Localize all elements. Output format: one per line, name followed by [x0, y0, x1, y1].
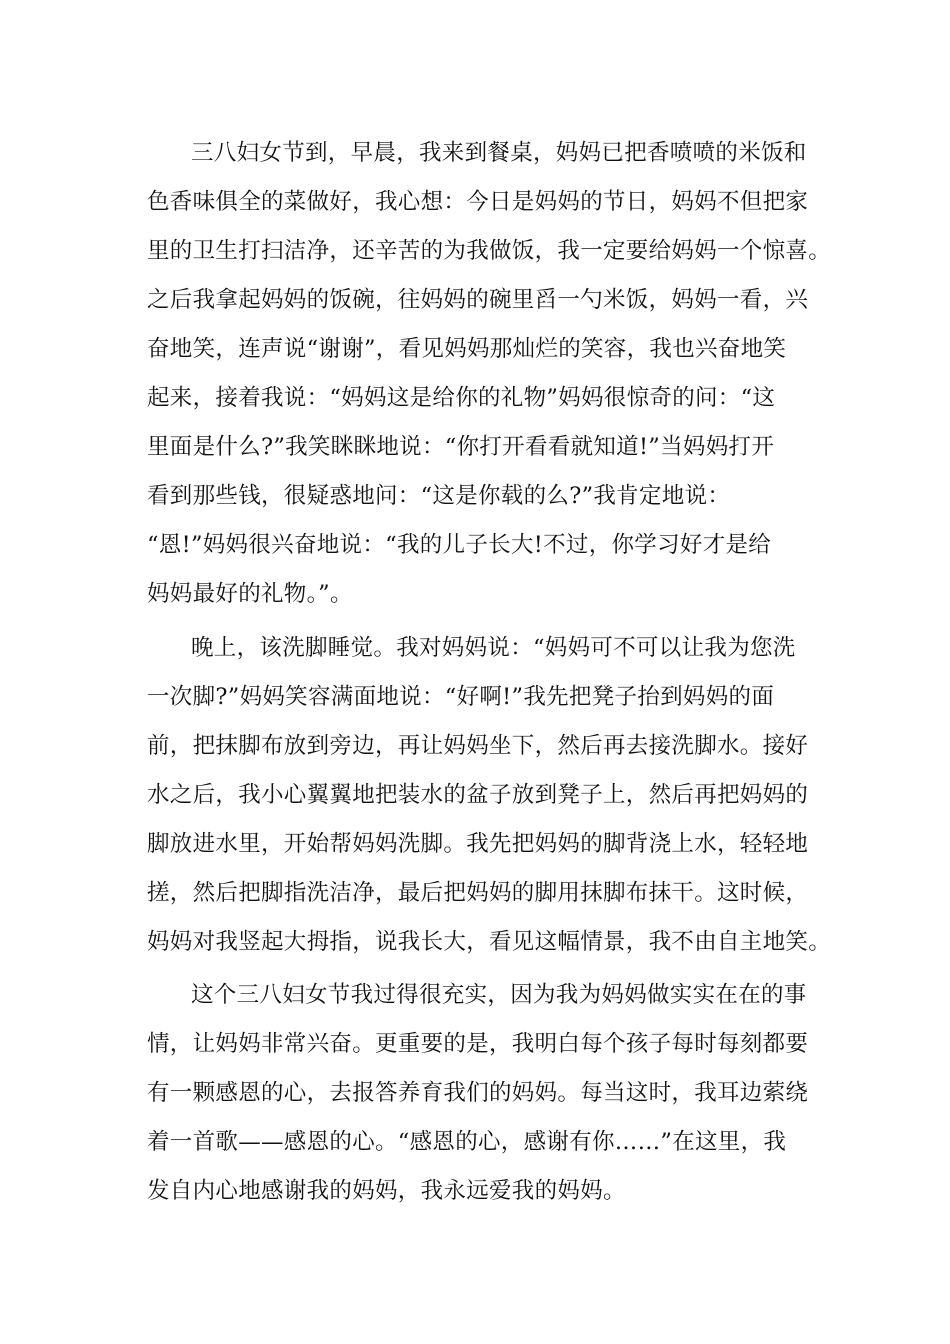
paragraph-1-line-1: 三八妇女节到，早晨，我来到餐桌，妈妈已把香喷喷的米饭和 [191, 140, 807, 166]
paragraph-2-line-5: 脚放进水里，开始帮妈妈洗脚。我先把妈妈的脚背浇上水，轻轻地 [147, 831, 809, 857]
paragraph-3-line-3: 有一颗感恩的心，去报答养育我们的妈妈。每当这时，我耳边萦绕 [147, 1080, 809, 1106]
paragraph-1-line-4: 之后我拿起妈妈的饭碗，往妈妈的碗里舀一勺米饭，妈妈一看，兴 [147, 287, 809, 313]
paragraph-1-line-10: 妈妈最好的礼物。”。 [147, 581, 353, 607]
paragraph-1-line-8: 看到那些钱，很疑惑地问：“这是你载的么?”我肯定地说： [147, 483, 731, 509]
paragraph-1-line-3: 里的卫生打扫洁净，还辛苦的为我做饭，我一定要给妈妈一个惊喜。 [147, 238, 832, 264]
paragraph-1-line-2: 色香味俱全的菜做好，我心想：今日是妈妈的节日，妈妈不但把家 [147, 189, 809, 215]
paragraph-2-line-2: 一次脚?”妈妈笑容满面地说：“好啊!”我先把凳子抬到妈妈的面 [147, 684, 775, 710]
paragraph-3-line-1: 这个三八妇女节我过得很充实，因为我为妈妈做实实在在的事 [191, 982, 807, 1008]
paragraph-3-line-2: 情，让妈妈非常兴奋。更重要的是，我明白每个孩子每时每刻都要 [147, 1031, 809, 1057]
paragraph-1-line-7: 里面是什么?”我笑眯眯地说：“你打开看看就知道!”当妈妈打开 [147, 434, 775, 460]
paragraph-3-line-4: 着一首歌——感恩的心。“感恩的心，感谢有你……”在这里，我 [147, 1129, 787, 1155]
paragraph-1-line-6: 起来，接着我说：“妈妈这是给你的礼物”妈妈很惊奇的问：“这 [147, 385, 776, 411]
paragraph-2-line-7: 妈妈对我竖起大拇指，说我长大，看见这幅情景，我不由自主地笑。 [147, 929, 832, 955]
paragraph-3-line-5: 发自内心地感谢我的妈妈，我永远爱我的妈妈。 [147, 1178, 626, 1204]
paragraph-2-line-1: 晚上，该洗脚睡觉。我对妈妈说：“妈妈可不可以让我为您洗 [191, 635, 796, 661]
paragraph-2-line-3: 前，把抹脚布放到旁边，再让妈妈坐下，然后再去接洗脚水。接好 [147, 733, 809, 759]
paragraph-2-line-6: 搓，然后把脚指洗洁净，最后把妈妈的脚用抹脚布抹干。这时候， [147, 880, 809, 906]
paragraph-1-line-5: 奋地笑，连声说“谢谢”，看见妈妈那灿烂的笑容，我也兴奋地笑 [147, 336, 787, 362]
paragraph-2-line-4: 水之后，我小心翼翼地把装水的盆子放到凳子上，然后再把妈妈的 [147, 782, 809, 808]
paragraph-1-line-9: “恩!”妈妈很兴奋地说：“我的儿子长大!不过，你学习好才是给 [147, 532, 772, 558]
